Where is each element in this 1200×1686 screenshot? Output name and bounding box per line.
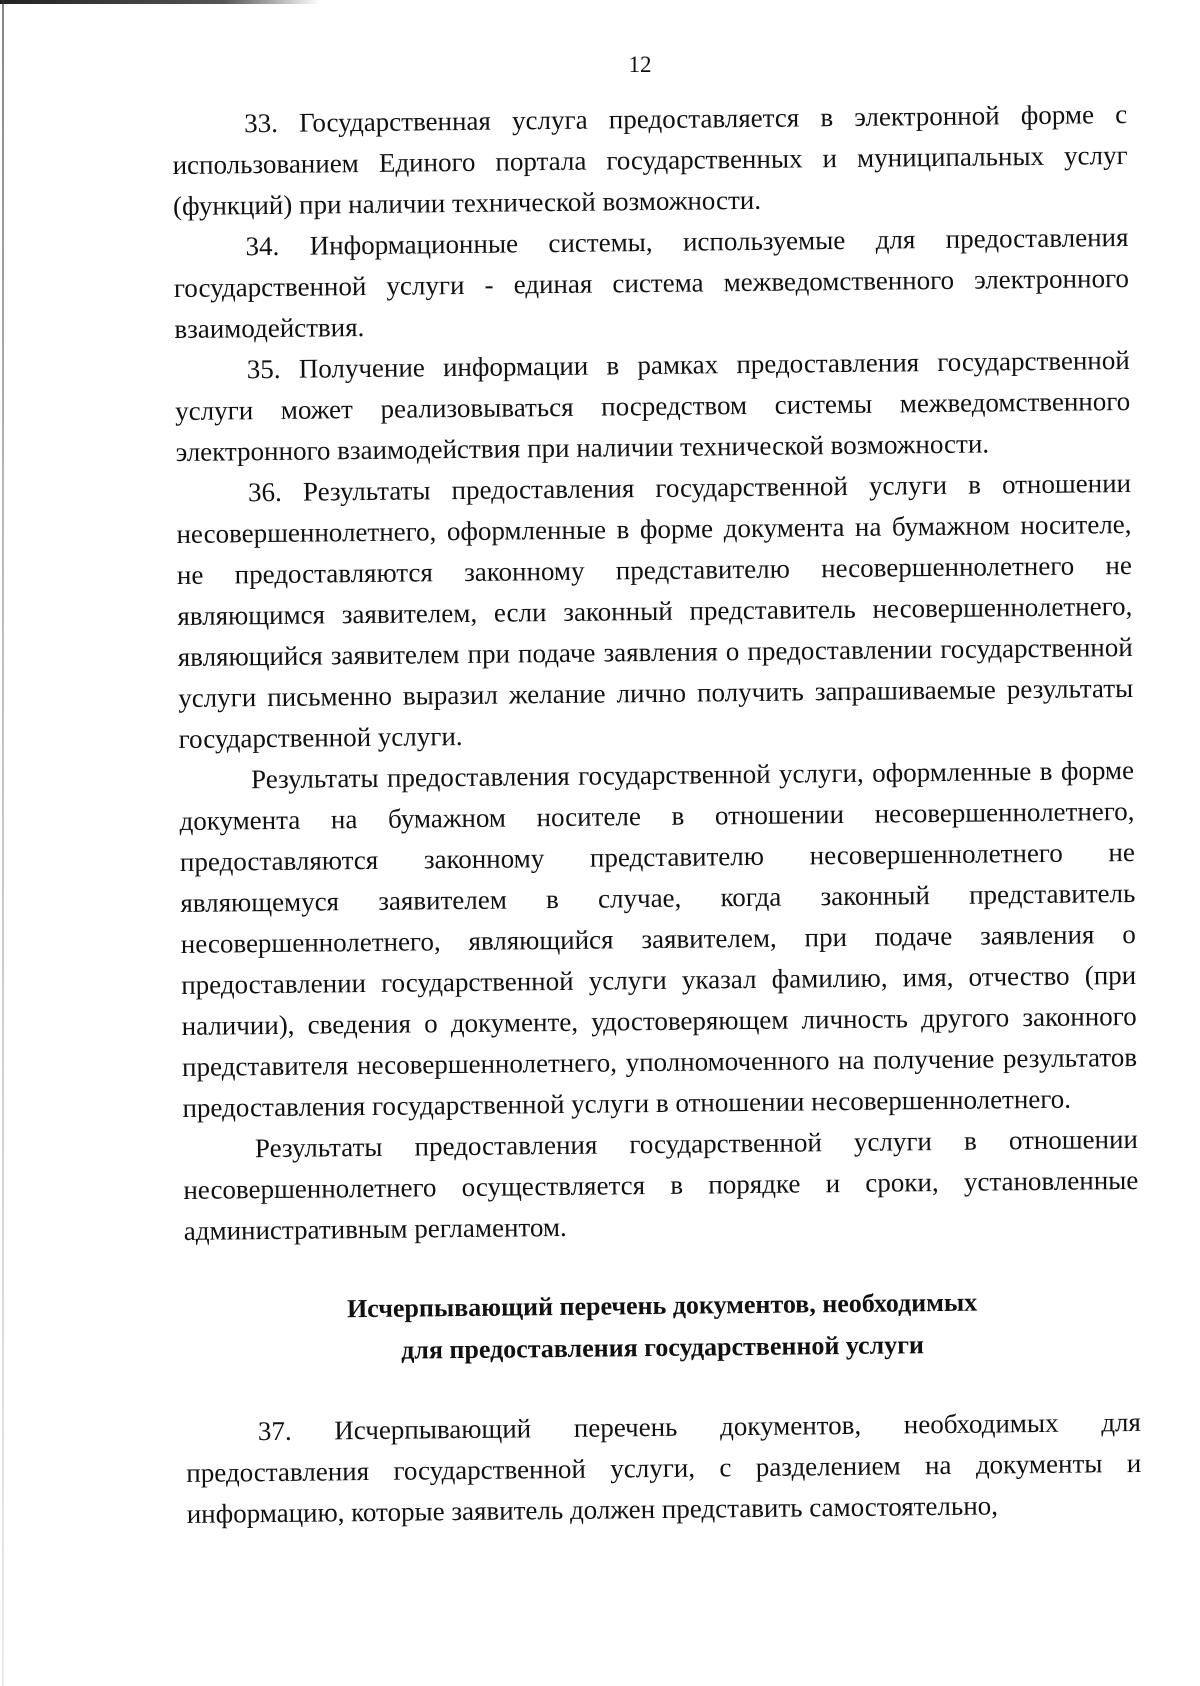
paragraph-37: 37. Исчерпывающий перечень документов, необходимых для предоставления государственной услуги, с разделением на документы и информацию, которые заявитель должен представить самостоятельно, bbox=[186, 1406, 1142, 1529]
paragraph-36-results-terms: Результаты предоставления государственной услуги в отношении несовершеннолетнего осуществляется в порядке и сроки, установленные административным регламентом. bbox=[183, 1123, 1139, 1246]
section-heading-line1: Исчерпывающий перечень документов, необходимых bbox=[346, 1287, 978, 1324]
paragraph-36-results-delivery: Результаты предоставления государственной услуги, оформленные в форме документа на бумажном носителе в отношении несовершеннолетнего, предоставляются законному представителю несовершеннолетнего не являющемуся заявителем в случае, когда законный представитель несовершеннолетнего, являющийся заявителем, при подаче заявления о предоставлении государственной услуги указал фамилию, имя, отчество (при наличии), сведения о документе, удостоверяющем личность другого законного представителя несовершеннолетнего, уполномоченного на получение результатов предоставления государственной услуги в отношении несовершеннолетнего. bbox=[179, 754, 1138, 1123]
paragraph-34: 34. Информационные системы, используемые для предоставления государственной услуги - единая система межведомственного электронного взаимодействия. bbox=[173, 221, 1130, 344]
section-heading-line2: для предоставления государственной услуги bbox=[400, 1330, 925, 1365]
paragraph-36: 36. Результаты предоставления государственной услуги в отношении несовершеннолетнего, оформленные в форме документа на бумажном носителе, не предоставляются законному представителю несовершеннолетнего не являющимся заявителем, если законный представитель несовершеннолетнего, являющийся заявителем при подаче заявления о предоставлении государственной услуги письменно выразил желание лично получить запрашиваемые результаты государственной услуги. bbox=[176, 467, 1134, 754]
paragraph-35: 35. Получение информации в рамках предоставления государственной услуги может реализовываться посредством системы межведомственного электронного взаимодействия при наличии технической возможности. bbox=[175, 344, 1131, 467]
scan-edge-left bbox=[2, 0, 4, 1686]
scan-edge-top bbox=[0, 0, 320, 4]
paragraph-33: 33. Государственная услуга предоставляется в электронной форме с использованием Единого портала государственных и муниципальных услуг (функций) при наличии технической возможности. bbox=[172, 98, 1128, 221]
section-heading bbox=[184, 1280, 1140, 1374]
document-body bbox=[172, 94, 1142, 1535]
page-number: 12 bbox=[628, 52, 652, 77]
